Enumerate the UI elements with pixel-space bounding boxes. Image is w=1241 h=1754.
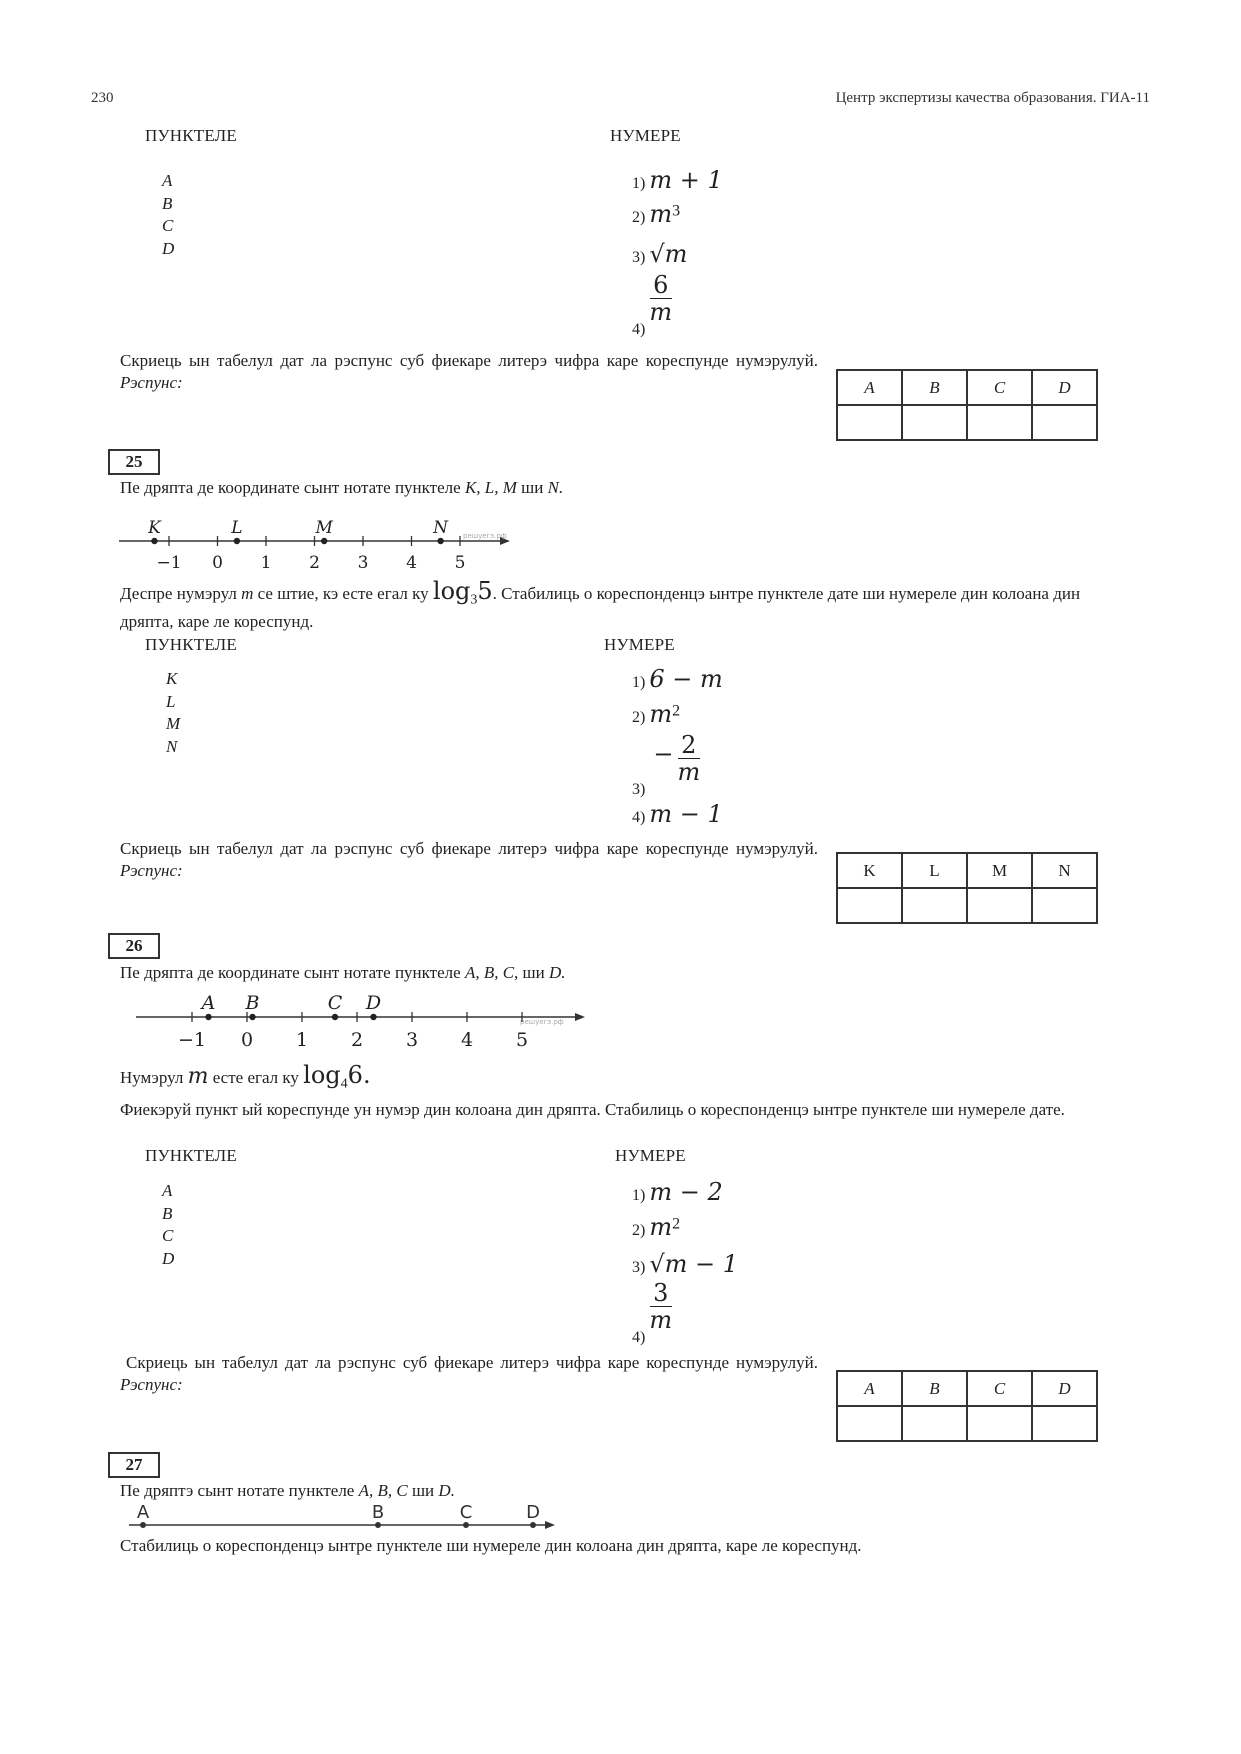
question-statement: Пе дряпта де координате сынт нотате пунктеле K, L, M ши N. bbox=[120, 478, 564, 497]
answer-table bbox=[836, 369, 1098, 441]
point-label: C bbox=[162, 216, 174, 235]
answer-table-header: A bbox=[837, 370, 902, 405]
axis-point-label: L bbox=[231, 518, 243, 538]
axis-point bbox=[234, 538, 240, 544]
axis-tick-label: 4 bbox=[460, 1029, 474, 1051]
axis-tick-label: 4 bbox=[406, 553, 417, 572]
question-statement: Пе дряпта де координате сынт нотате пунктеле A, B, C, ши D. bbox=[120, 963, 566, 982]
answer-cell[interactable] bbox=[1032, 1406, 1097, 1441]
axis-point-label: C bbox=[327, 992, 343, 1014]
answer-table bbox=[836, 1370, 1098, 1442]
axis-point-label: N bbox=[433, 518, 449, 538]
axis-point bbox=[332, 1014, 338, 1020]
points-list bbox=[162, 1180, 174, 1270]
question-statement: Пе дряптэ сынт нотате пунктеле A, B, C ши D. bbox=[120, 1481, 455, 1500]
axis-point bbox=[321, 538, 327, 544]
fraction: $\frac{6}{m}$ bbox=[649, 271, 673, 326]
answer-cell[interactable] bbox=[1032, 405, 1097, 440]
axis-point-label: K bbox=[148, 518, 161, 538]
axis-point-label: D bbox=[365, 992, 382, 1014]
answer-table-header: K bbox=[837, 853, 902, 888]
axis-tick-label: 0 bbox=[212, 553, 223, 572]
number-line-q27 bbox=[125, 1500, 565, 1534]
answer-cell[interactable] bbox=[967, 405, 1032, 440]
numbers-column-header: НУМЕРЕ bbox=[615, 1146, 686, 1165]
axis-point-label: A bbox=[136, 1502, 150, 1523]
number-option: 1) m − 2 bbox=[632, 1178, 723, 1206]
answer-cell[interactable] bbox=[967, 1406, 1032, 1441]
axis-tick-label: 2 bbox=[309, 553, 320, 572]
answer-instruction: Скриець ын табелул дат ла рэспунс суб фиекаре литерэ чифра каре кореспунде нумэрулуй. Рэспунс: bbox=[120, 839, 818, 880]
axis-tick-label: 5 bbox=[454, 553, 466, 572]
point-label: K bbox=[166, 669, 178, 688]
point-label: L bbox=[166, 691, 176, 711]
number-option: 2) $m^2$ bbox=[632, 700, 681, 728]
axis-tick-label: 3 bbox=[405, 1029, 419, 1051]
axis-tick-label: 1 bbox=[260, 553, 272, 572]
axis-point-label: D bbox=[526, 1502, 540, 1523]
points-column-header: ПУНКТЕЛЕ bbox=[145, 126, 237, 145]
point-label: C bbox=[162, 1226, 174, 1245]
points-column-header: ПУНКТЕЛЕ bbox=[145, 635, 237, 654]
points-list bbox=[166, 668, 180, 758]
axis-tick-label: 5 bbox=[515, 1029, 529, 1051]
number-option: 3) √m − 1 bbox=[632, 1250, 739, 1278]
answer-table-header: M bbox=[967, 853, 1032, 888]
page-header-title: Центр экспертизы качества образования. ГИА-11 bbox=[835, 90, 1150, 106]
point-label: A bbox=[162, 1181, 173, 1200]
question-instruction: Стабилиць о кореспонденцэ ынтре пунктеле ши нумереле дин колоана дин дряпта, каре ле кореспунд. bbox=[120, 1536, 862, 1555]
question-number: 26 bbox=[108, 933, 160, 959]
axis-tick-label: 1 bbox=[295, 1029, 309, 1051]
point-label: N bbox=[166, 736, 178, 756]
question-number: 25 bbox=[108, 449, 160, 475]
answer-table-header: B bbox=[902, 370, 967, 405]
axis-point bbox=[370, 1014, 376, 1020]
number-option: 3) − $\frac{2}{m}$ bbox=[632, 731, 701, 799]
answer-table-header: D bbox=[1032, 1371, 1097, 1406]
fraction: $\frac{3}{m}$ bbox=[649, 1279, 673, 1334]
axis-tick-label: −1 bbox=[156, 553, 182, 572]
answer-table bbox=[836, 852, 1098, 924]
answer-cell[interactable] bbox=[967, 888, 1032, 923]
answer-cell[interactable] bbox=[1032, 888, 1097, 923]
number-option: 2) $m^3$ bbox=[632, 200, 681, 228]
answer-table-header: L bbox=[902, 853, 967, 888]
question-number: 27 bbox=[108, 1452, 160, 1478]
axis-point-label: M bbox=[315, 518, 333, 538]
points-list bbox=[162, 170, 174, 260]
axis-point bbox=[151, 538, 157, 544]
answer-cell[interactable] bbox=[837, 888, 902, 923]
axis-point bbox=[437, 538, 443, 544]
axis-point bbox=[249, 1014, 255, 1020]
watermark: решуегэ.рф bbox=[520, 1018, 564, 1026]
answer-table-header: C bbox=[967, 1371, 1032, 1406]
fraction: $\frac{2}{m}$ bbox=[677, 731, 701, 786]
answer-cell[interactable] bbox=[837, 405, 902, 440]
number-option: 3) √m bbox=[632, 240, 688, 268]
axis-point-label: C bbox=[459, 1502, 473, 1523]
point-label: D bbox=[162, 1248, 175, 1268]
axis-tick-label: 2 bbox=[350, 1029, 364, 1051]
question-description-line2: Фиекэруй пункт ый кореспунде ун нумэр дин колоана дин дряпта. Стабилиць о кореспонденцэ ынтре пунктеле ши нумереле дате. bbox=[120, 1100, 1065, 1119]
number-line-q26 bbox=[130, 985, 600, 1055]
number-line-q25 bbox=[115, 510, 515, 572]
answer-instruction: Скриець ын табелул дат ла рэспунс суб фиекаре литерэ чифра каре кореспунде нумэрулуй. Рэспунс: bbox=[120, 1353, 818, 1394]
axis-tick-label: 0 bbox=[240, 1029, 254, 1051]
point-label: A bbox=[162, 171, 173, 190]
number-option: 1) 6 − m bbox=[632, 665, 723, 693]
answer-instruction: Скриець ын табелул дат ла рэспунс суб фиекаре литерэ чифра каре кореспунде нумэрулуй. Рэспунс: bbox=[120, 351, 818, 392]
number-option: 2) $m^2$ bbox=[632, 1213, 681, 1241]
axis-point-label: B bbox=[245, 992, 260, 1014]
point-label: D bbox=[162, 238, 175, 258]
answer-cell[interactable] bbox=[902, 1406, 967, 1441]
axis-point-label: A bbox=[201, 992, 216, 1014]
answer-table-header: N bbox=[1032, 853, 1097, 888]
point-label: B bbox=[162, 193, 173, 213]
axis-tick-label: −1 bbox=[177, 1029, 207, 1051]
number-option: 4) $\frac{6}{m}$ bbox=[632, 271, 673, 339]
page-number: 230 bbox=[91, 90, 114, 106]
axis-point bbox=[205, 1014, 211, 1020]
numbers-column-header: НУМЕРЕ bbox=[604, 635, 675, 654]
axis-point-label: B bbox=[371, 1502, 385, 1523]
axis-tick-label: 3 bbox=[357, 553, 369, 572]
points-column-header: ПУНКТЕЛЕ bbox=[145, 1146, 237, 1165]
answer-cell[interactable] bbox=[902, 405, 967, 440]
watermark: решуегэ.рф bbox=[463, 532, 507, 540]
point-label: M bbox=[166, 714, 181, 733]
answer-cell[interactable] bbox=[902, 888, 967, 923]
number-option: 4) m − 1 bbox=[632, 800, 723, 828]
numbers-column-header: НУМЕРЕ bbox=[610, 126, 681, 145]
answer-cell[interactable] bbox=[837, 1406, 902, 1441]
point-label: B bbox=[162, 1203, 173, 1223]
question-description: Деспре нумэрул m се штие, кэ есте егал ку $\log_35$. Стабилиць о кореспонденцэ ынтре пунктеле дате ши нумереле дин колоана дин дряпта, каре ле кореспунд. bbox=[120, 577, 1081, 632]
answer-table-header: A bbox=[837, 1371, 902, 1406]
answer-table-header: B bbox=[902, 1371, 967, 1406]
number-option: 4) $\frac{3}{m}$ bbox=[632, 1279, 673, 1347]
question-description: Нумэрул m есте егал ку $\log_46$. bbox=[120, 1061, 371, 1092]
answer-table-header: C bbox=[967, 370, 1032, 405]
answer-table-header: D bbox=[1032, 370, 1097, 405]
number-option: 1) m + 1 bbox=[632, 166, 723, 194]
